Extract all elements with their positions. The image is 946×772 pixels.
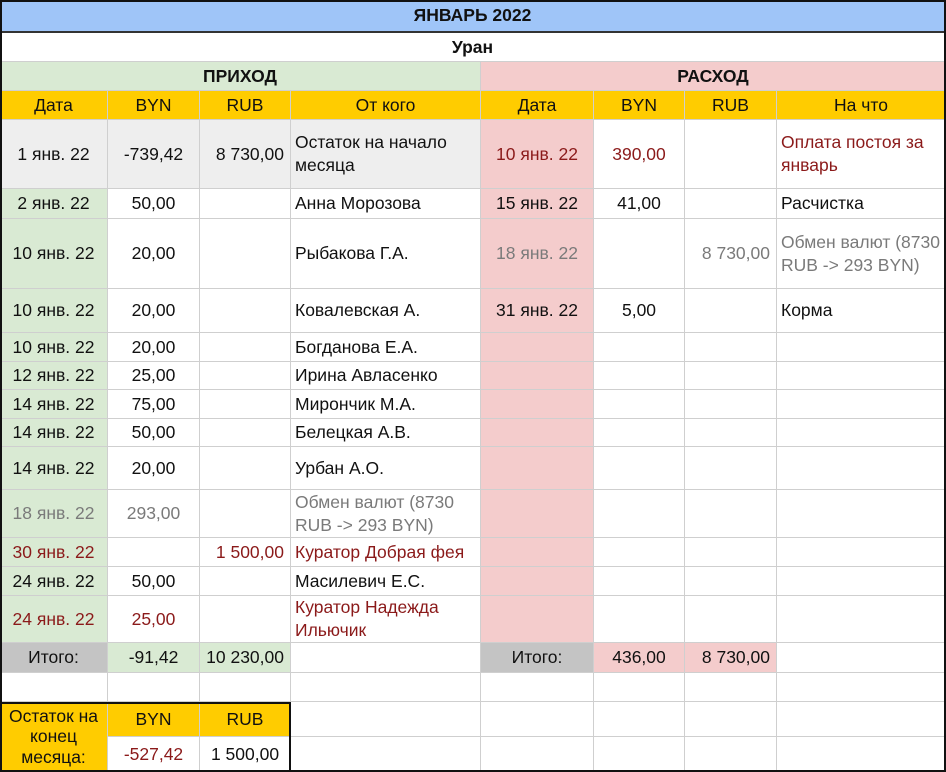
- income-header-text: ПРИХОД: [203, 65, 277, 86]
- income-byn-cell-text: 20,00: [131, 457, 176, 478]
- empty-cell[interactable]: [594, 419, 685, 447]
- balance-byn-header[interactable]: [108, 702, 200, 737]
- expense-date-cell[interactable]: [481, 120, 594, 189]
- income-date-cell-text: 14 янв. 22: [12, 422, 95, 443]
- empty-cell[interactable]: [777, 447, 946, 490]
- expense-what-cell[interactable]: [777, 219, 946, 289]
- income-date-cell-text: 10 янв. 22: [12, 336, 95, 357]
- income-rub-cell[interactable]: [200, 596, 291, 643]
- expense-byn-cell[interactable]: [594, 289, 685, 333]
- income-date-cell[interactable]: [0, 189, 108, 219]
- income-date-cell[interactable]: [0, 362, 108, 390]
- expense-byn-cell-text: 41,00: [617, 193, 661, 214]
- income-col-header[interactable]: [291, 91, 481, 120]
- income-total-byn-text: -91,42: [128, 647, 179, 668]
- income-col-header-text: BYN: [135, 94, 172, 115]
- income-byn-cell[interactable]: [108, 538, 200, 567]
- income-byn-cell[interactable]: [108, 219, 200, 289]
- income-col-header-text: Дата: [34, 94, 73, 115]
- empty-cell[interactable]: [291, 643, 481, 673]
- empty-cell[interactable]: [200, 673, 291, 702]
- income-rub-cell[interactable]: [200, 189, 291, 219]
- income-date-cell-text: 14 янв. 22: [12, 457, 95, 478]
- income-byn-cell[interactable]: [108, 490, 200, 538]
- expense-col-header[interactable]: [685, 91, 777, 120]
- balance-rub-header-text: RUB: [226, 708, 264, 729]
- income-byn-cell[interactable]: [108, 120, 200, 189]
- expense-total-label[interactable]: [481, 643, 594, 673]
- expense-total-byn[interactable]: [594, 643, 685, 673]
- income-byn-cell[interactable]: [108, 390, 200, 419]
- income-from-cell[interactable]: [291, 567, 481, 596]
- income-from-cell-text: Рыбакова Г.А.: [295, 243, 409, 264]
- income-rub-cell[interactable]: [200, 362, 291, 390]
- income-from-cell[interactable]: [291, 333, 481, 362]
- expense-header[interactable]: [481, 62, 946, 91]
- income-from-cell[interactable]: [291, 189, 481, 219]
- income-date-cell[interactable]: [0, 219, 108, 289]
- empty-cell[interactable]: [777, 419, 946, 447]
- income-date-cell-text: 30 янв. 22: [12, 541, 95, 562]
- income-date-cell-text: 24 янв. 22: [12, 608, 95, 629]
- empty-cell[interactable]: [685, 567, 777, 596]
- income-byn-cell[interactable]: [108, 567, 200, 596]
- income-from-cell-text: Куратор Надежда Ильючик: [295, 597, 439, 640]
- income-date-cell[interactable]: [0, 419, 108, 447]
- expense-date-cell[interactable]: [481, 219, 594, 289]
- income-date-cell[interactable]: [0, 333, 108, 362]
- income-rub-cell[interactable]: [200, 289, 291, 333]
- income-header[interactable]: [0, 62, 481, 91]
- income-from-cell-text: Белецкая А.В.: [295, 422, 411, 443]
- balance-rub-value[interactable]: [200, 737, 291, 772]
- income-from-cell-text: Остаток на начало месяца: [295, 132, 447, 175]
- empty-cell[interactable]: [594, 702, 685, 737]
- income-date-cell-text: 1 янв. 22: [17, 143, 90, 164]
- income-date-cell-text: 2 янв. 22: [17, 193, 90, 214]
- empty-cell[interactable]: [777, 490, 946, 538]
- income-byn-cell[interactable]: [108, 447, 200, 490]
- income-from-cell-text: Ковалевская А.: [295, 300, 421, 321]
- expense-date-cell-text: 31 янв. 22: [496, 300, 578, 321]
- empty-cell[interactable]: [685, 673, 777, 702]
- empty-cell[interactable]: [481, 673, 594, 702]
- income-col-header[interactable]: [200, 91, 291, 120]
- income-date-cell-text: 10 янв. 22: [12, 243, 95, 264]
- sheet-title-text: ЯНВАРЬ 2022: [413, 5, 532, 26]
- expense-date-cell[interactable]: [481, 289, 594, 333]
- expense-what-cell[interactable]: [777, 189, 946, 219]
- income-byn-cell-text: 75,00: [131, 393, 176, 414]
- expense-col-header-text: BYN: [621, 94, 657, 115]
- expense-col-header[interactable]: [594, 91, 685, 120]
- income-from-cell[interactable]: [291, 419, 481, 447]
- income-from-cell-text: Обмен валют (8730 RUB -> 293 BYN): [295, 491, 454, 535]
- empty-cell[interactable]: [291, 702, 481, 737]
- income-total-byn[interactable]: [108, 643, 200, 673]
- income-from-cell-text: Мирончик М.А.: [295, 393, 416, 414]
- empty-cell[interactable]: [594, 390, 685, 419]
- income-byn-cell[interactable]: [108, 333, 200, 362]
- expense-what-cell-text: Корма: [781, 300, 833, 321]
- expense-header-text: РАСХОД: [677, 65, 749, 86]
- income-rub-cell[interactable]: [200, 120, 291, 189]
- income-from-cell-text: Ирина Авласенко: [295, 365, 438, 386]
- income-date-cell[interactable]: [0, 567, 108, 596]
- expense-total-rub-text: 8 730,00: [701, 647, 770, 668]
- income-rub-cell[interactable]: [200, 419, 291, 447]
- income-from-cell[interactable]: [291, 596, 481, 643]
- income-col-header[interactable]: [108, 91, 200, 120]
- income-from-cell[interactable]: [291, 490, 481, 538]
- expense-empty-date-cell[interactable]: [481, 596, 594, 643]
- expense-total-rub[interactable]: [685, 643, 777, 673]
- empty-cell[interactable]: [594, 447, 685, 490]
- income-date-cell[interactable]: [0, 538, 108, 567]
- income-date-cell-text: 18 янв. 22: [12, 503, 95, 524]
- expense-empty-date-cell[interactable]: [481, 390, 594, 419]
- income-total-label-text: Итого:: [28, 647, 79, 668]
- expense-total-label-text: Итого:: [511, 647, 563, 668]
- income-date-cell-text: 10 янв. 22: [12, 300, 95, 321]
- balance-byn-header-text: BYN: [135, 708, 172, 729]
- income-from-cell[interactable]: [291, 219, 481, 289]
- empty-cell[interactable]: [777, 673, 946, 702]
- empty-cell[interactable]: [777, 538, 946, 567]
- expense-empty-date-cell[interactable]: [481, 333, 594, 362]
- expense-empty-date-cell[interactable]: [481, 490, 594, 538]
- expense-date-cell[interactable]: [481, 189, 594, 219]
- expense-what-cell-text: Обмен валют (8730 RUB -> 293 BYN): [781, 231, 940, 275]
- income-col-header-text: От кого: [355, 94, 416, 115]
- expense-empty-date-cell[interactable]: [481, 362, 594, 390]
- income-byn-cell-text: -739,42: [123, 143, 184, 164]
- empty-cell[interactable]: [685, 538, 777, 567]
- empty-cell[interactable]: [594, 333, 685, 362]
- empty-cell[interactable]: [685, 490, 777, 538]
- income-rub-cell[interactable]: [200, 538, 291, 567]
- empty-cell[interactable]: [291, 737, 481, 772]
- expense-date-cell-text: 15 янв. 22: [496, 193, 578, 214]
- empty-cell[interactable]: [777, 390, 946, 419]
- income-byn-cell-text: 20,00: [131, 300, 176, 321]
- empty-cell[interactable]: [594, 490, 685, 538]
- empty-cell[interactable]: [0, 673, 108, 702]
- empty-cell[interactable]: [685, 419, 777, 447]
- expense-rub-cell[interactable]: [685, 219, 777, 289]
- empty-cell[interactable]: [777, 567, 946, 596]
- sheet-subtitle[interactable]: [0, 33, 946, 62]
- balance-rub-header[interactable]: [200, 702, 291, 737]
- income-byn-cell-text: 50,00: [131, 570, 176, 591]
- income-from-cell[interactable]: [291, 362, 481, 390]
- income-from-cell-text: Масилевич Е.С.: [295, 570, 426, 591]
- income-rub-cell[interactable]: [200, 333, 291, 362]
- income-rub-cell-text: 8 730,00: [215, 143, 284, 164]
- income-total-label[interactable]: [0, 643, 108, 673]
- empty-cell[interactable]: [685, 447, 777, 490]
- income-date-cell-text: 12 янв. 22: [12, 365, 95, 386]
- empty-cell[interactable]: [777, 702, 946, 737]
- expense-rub-cell[interactable]: [685, 189, 777, 219]
- income-byn-cell[interactable]: [108, 289, 200, 333]
- income-from-cell[interactable]: [291, 120, 481, 189]
- expense-col-header-text: RUB: [712, 94, 749, 115]
- income-byn-cell-text: 25,00: [131, 608, 176, 629]
- expense-empty-date-cell[interactable]: [481, 447, 594, 490]
- income-byn-cell[interactable]: [108, 419, 200, 447]
- income-date-cell[interactable]: [0, 390, 108, 419]
- expense-byn-cell[interactable]: [594, 189, 685, 219]
- income-total-rub[interactable]: [200, 643, 291, 673]
- balance-label[interactable]: [0, 702, 108, 772]
- income-byn-cell-text: 50,00: [131, 193, 176, 214]
- income-date-cell[interactable]: [0, 120, 108, 189]
- income-byn-cell-text: 293,00: [126, 503, 181, 524]
- expense-empty-date-cell[interactable]: [481, 538, 594, 567]
- income-date-cell-text: 24 янв. 22: [12, 570, 95, 591]
- empty-cell[interactable]: [777, 643, 946, 673]
- income-byn-cell[interactable]: [108, 189, 200, 219]
- income-date-cell[interactable]: [0, 289, 108, 333]
- expense-rub-cell[interactable]: [685, 120, 777, 189]
- expense-date-cell-text: 10 янв. 22: [496, 143, 578, 164]
- income-from-cell[interactable]: [291, 289, 481, 333]
- expense-date-cell-text: 18 янв. 22: [496, 243, 578, 264]
- expense-what-cell-text: Оплата постоя за январь: [781, 132, 924, 175]
- empty-cell[interactable]: [685, 702, 777, 737]
- empty-cell[interactable]: [594, 538, 685, 567]
- income-byn-cell-text: 50,00: [131, 422, 176, 443]
- empty-cell[interactable]: [685, 390, 777, 419]
- sheet-title[interactable]: [0, 0, 946, 33]
- empty-cell[interactable]: [594, 596, 685, 643]
- balance-rub-value-text: 1 500,00: [210, 743, 280, 764]
- balance-byn-value[interactable]: [108, 737, 200, 772]
- expense-empty-date-cell[interactable]: [481, 567, 594, 596]
- expense-col-header-text: Дата: [517, 94, 557, 115]
- income-total-rub-text: 10 230,00: [206, 647, 284, 668]
- income-byn-cell-text: 20,00: [131, 243, 176, 264]
- income-from-cell-text: Богданова Е.А.: [295, 336, 418, 357]
- income-rub-cell[interactable]: [200, 447, 291, 490]
- income-rub-cell[interactable]: [200, 490, 291, 538]
- expense-byn-cell[interactable]: [594, 120, 685, 189]
- income-from-cell-text: Урбан А.О.: [295, 457, 384, 478]
- balance-label-text: Остаток на конец месяца:: [9, 706, 98, 767]
- empty-cell[interactable]: [685, 596, 777, 643]
- empty-cell[interactable]: [685, 737, 777, 772]
- empty-cell[interactable]: [685, 333, 777, 362]
- balance-byn-value-text: -527,42: [123, 743, 184, 764]
- expense-rub-cell-text: 8 730,00: [701, 243, 770, 264]
- income-from-cell[interactable]: [291, 390, 481, 419]
- income-date-cell[interactable]: [0, 447, 108, 490]
- income-col-header[interactable]: [0, 91, 108, 120]
- income-date-cell[interactable]: [0, 596, 108, 643]
- income-from-cell[interactable]: [291, 538, 481, 567]
- income-date-cell[interactable]: [0, 490, 108, 538]
- empty-cell[interactable]: [685, 362, 777, 390]
- expense-col-header[interactable]: [777, 91, 946, 120]
- income-col-header-text: RUB: [226, 94, 264, 115]
- empty-cell[interactable]: [777, 737, 946, 772]
- empty-cell[interactable]: [108, 673, 200, 702]
- empty-cell[interactable]: [291, 673, 481, 702]
- expense-empty-date-cell[interactable]: [481, 419, 594, 447]
- empty-cell[interactable]: [481, 702, 594, 737]
- expense-total-byn-text: 436,00: [612, 647, 666, 668]
- income-byn-cell[interactable]: [108, 362, 200, 390]
- income-rub-cell[interactable]: [200, 219, 291, 289]
- expense-what-cell-text: Расчистка: [781, 193, 864, 214]
- income-rub-cell-text: 1 500,00: [215, 541, 284, 562]
- income-from-cell[interactable]: [291, 447, 481, 490]
- income-rub-cell[interactable]: [200, 567, 291, 596]
- income-from-cell-text: Куратор Добрая фея: [295, 541, 465, 562]
- expense-what-cell[interactable]: [777, 120, 946, 189]
- expense-col-header-text: На что: [834, 94, 888, 115]
- empty-cell[interactable]: [777, 362, 946, 390]
- empty-cell[interactable]: [594, 567, 685, 596]
- expense-byn-cell-text: 390,00: [612, 143, 666, 164]
- income-rub-cell[interactable]: [200, 390, 291, 419]
- expense-byn-cell[interactable]: [594, 219, 685, 289]
- income-byn-cell-text: 20,00: [131, 336, 176, 357]
- expense-rub-cell[interactable]: [685, 289, 777, 333]
- empty-cell[interactable]: [594, 737, 685, 772]
- expense-col-header[interactable]: [481, 91, 594, 120]
- empty-cell[interactable]: [777, 596, 946, 643]
- income-from-cell-text: Анна Морозова: [295, 193, 421, 214]
- expense-what-cell[interactable]: [777, 289, 946, 333]
- empty-cell[interactable]: [594, 673, 685, 702]
- empty-cell[interactable]: [481, 737, 594, 772]
- empty-cell[interactable]: [777, 333, 946, 362]
- income-date-cell-text: 14 янв. 22: [12, 393, 95, 414]
- expense-byn-cell-text: 5,00: [621, 300, 657, 321]
- income-byn-cell[interactable]: [108, 596, 200, 643]
- empty-cell[interactable]: [594, 362, 685, 390]
- income-byn-cell-text: 25,00: [131, 365, 176, 386]
- sheet-subtitle-text: Уран: [451, 36, 494, 57]
